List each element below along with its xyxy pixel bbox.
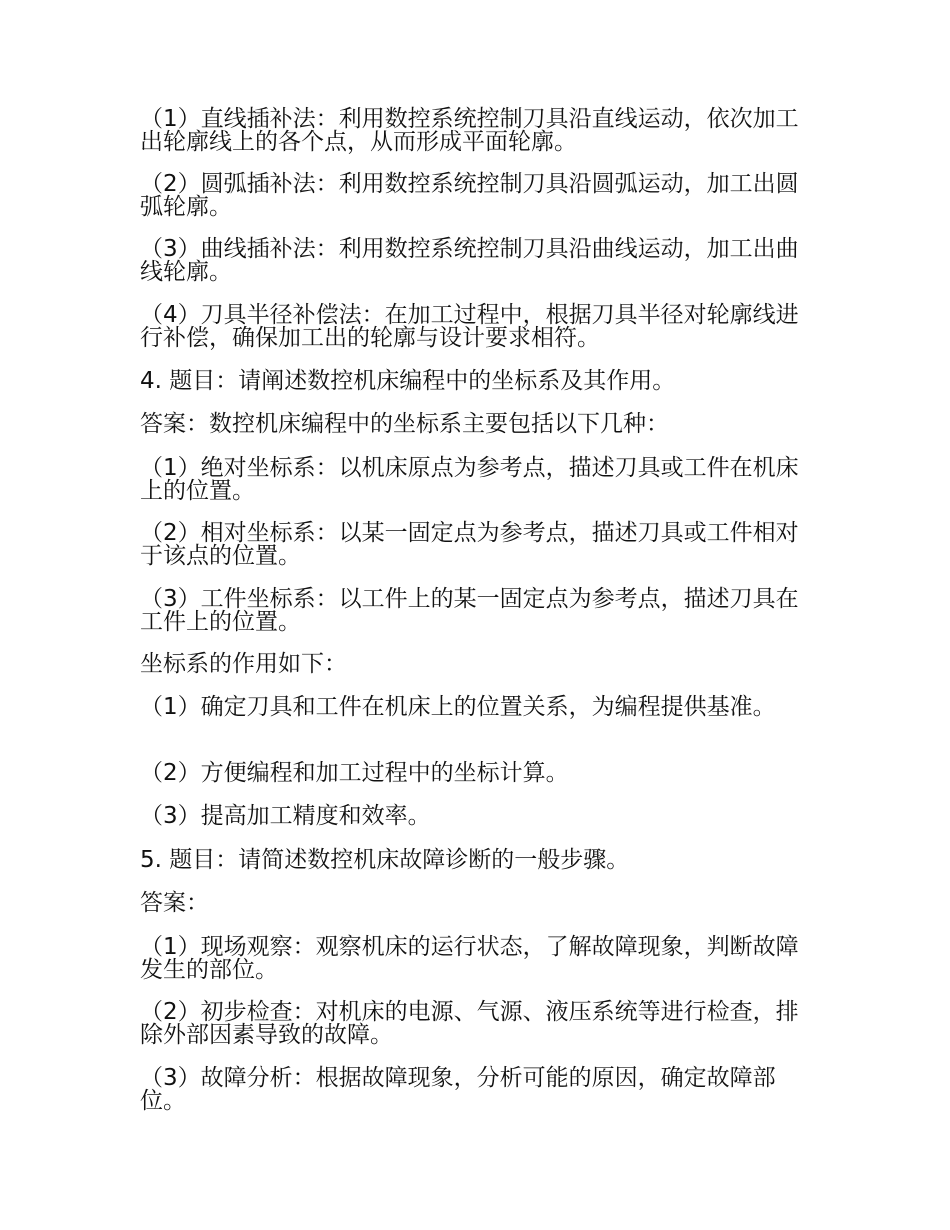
paragraph-fault-analysis: （3）故障分析：根据故障现象，分析可能的原因，确定故障部位。 [140, 1065, 776, 1114]
paragraph-circular-interpolation: （2）圆弧插补法：利用数控系统控制刀具沿圆弧运动，加工出圆弧轮廓。 [140, 171, 799, 220]
question-5-heading: 5. 题目：请简述数控机床故障诊断的一般步骤。 [140, 847, 630, 873]
coordinates-purpose-heading: 坐标系的作用如下： [140, 651, 347, 677]
answer-4-intro: 答案：数控机床编程中的坐标系主要包括以下几种： [140, 411, 669, 437]
paragraph-purpose-1: （1）确定刀具和工件在机床上的位置关系，为编程提供基准。 [140, 694, 776, 720]
paragraph-absolute-coordinates: （1）绝对坐标系：以机床原点为参考点，描述刀具或工件在机床上的位置。 [140, 455, 799, 504]
paragraph-purpose-3: （3）提高加工精度和效率。 [140, 803, 431, 829]
paragraph-curve-interpolation: （3）曲线插补法：利用数控系统控制刀具沿曲线运动，加工出曲线轮廓。 [140, 236, 799, 285]
answer-5-intro: 答案： [140, 890, 209, 916]
paragraph-site-observation: （1）现场观察：观察机床的运行状态，了解故障现象，判断故障发生的部位。 [140, 934, 799, 983]
question-4-heading: 4. 题目：请阐述数控机床编程中的坐标系及其作用。 [140, 368, 676, 394]
paragraph-linear-interpolation: （1）直线插补法：利用数控系统控制刀具沿直线运动，依次加工出轮廓线上的各个点，从而形成平面轮廓。 [140, 106, 799, 155]
paragraph-purpose-2: （2）方便编程和加工过程中的坐标计算。 [140, 760, 569, 786]
paragraph-preliminary-check: （2）初步检查：对机床的电源、气源、液压系统等进行检查，排除外部因素导致的故障。 [140, 999, 799, 1048]
paragraph-workpiece-coordinates: （3）工件坐标系：以工件上的某一固定点为参考点，描述刀具在工件上的位置。 [140, 586, 799, 635]
paragraph-tool-radius-compensation: （4）刀具半径补偿法：在加工过程中，根据刀具半径对轮廓线进行补偿，确保加工出的轮廓与设计要求相符。 [140, 302, 799, 351]
paragraph-relative-coordinates: （2）相对坐标系：以某一固定点为参考点，描述刀具或工件相对于该点的位置。 [140, 520, 799, 569]
